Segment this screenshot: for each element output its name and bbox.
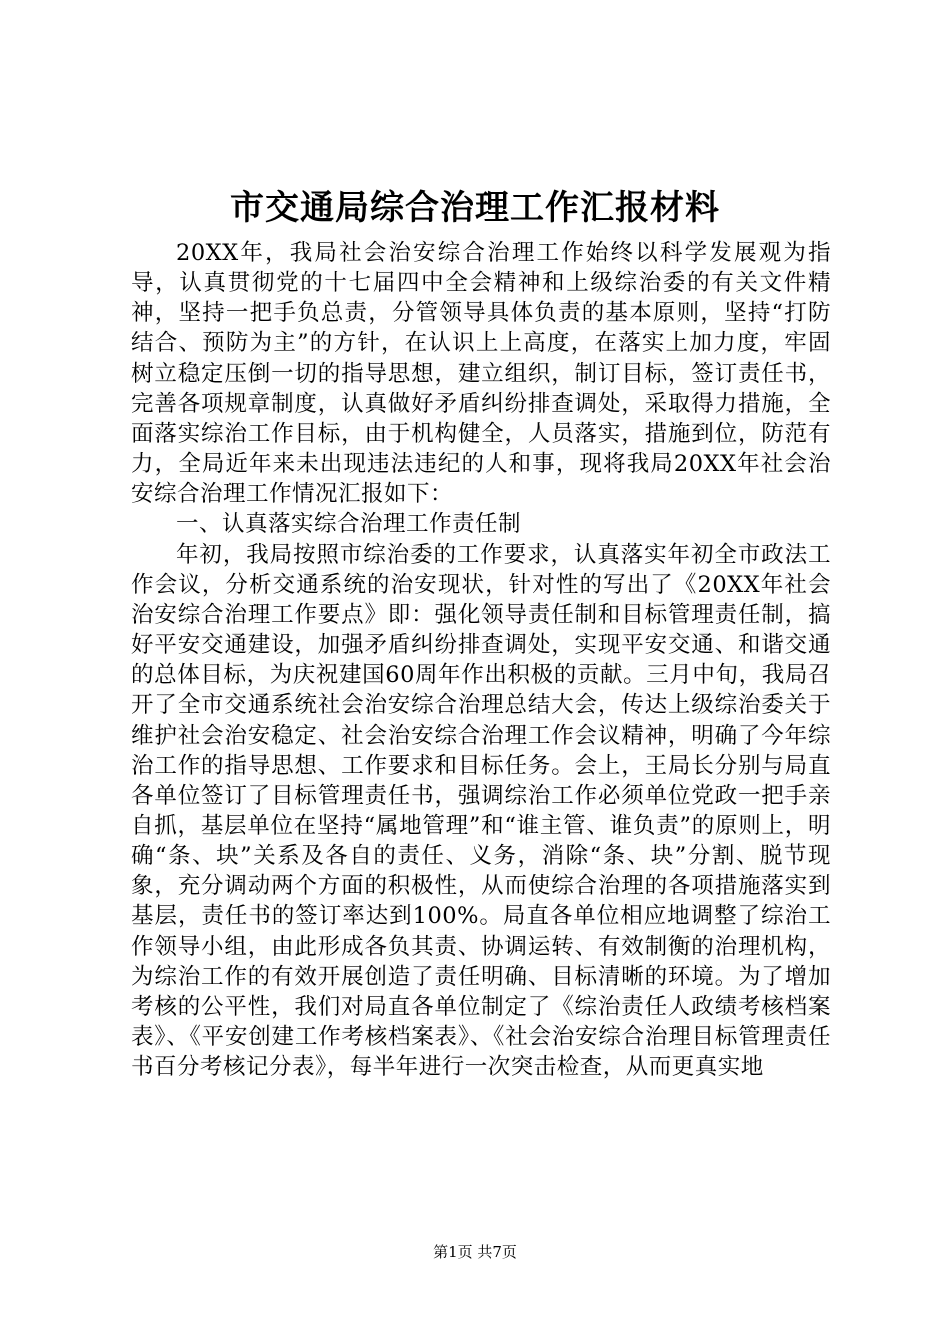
intro-paragraph: 20XX年，我局社会治安综合治理工作始终以科学发展观为指导，认真贯彻党的十七届四中全会精神和上级综治委的有关文件精神，坚持一把手负总责，分管领导具体负责的基本原则，坚持“打防结合、预防为主”的方针，在认识上上高度，在落实上加力度，牢固树立稳定压倒一切的指导思想，建立组织，制订目标，签订责任书，完善各项规章制度，认真做好矛盾纠纷排查调处，采取得力措施，全面落实综治工作目标，由于机构健全，人员落实，措施到位，防范有力，全局近年来未出现违法违纪的人和事，现将我局20XX年社会治安综合治理工作情况汇报如下： <box>131 240 831 508</box>
section-heading: 一、认真落实综合治理工作责任制 <box>176 511 522 538</box>
section-paragraph: 年初，我局按照市综治委的工作要求，认真落实年初全市政法工作会议，分析交通系统的治安现状，针对性的写出了《20XX年社会治安综合治理工作要点》即：强化领导责任制和目标管理责任制，搞好平安交通建设，加强矛盾纠纷排查调处，实现平安交通、和谐交通的总体目标，为庆祝建国60周年作出积极的贡献。三月中旬，我局召开了全市交通系统社会治安综合治理总结大会，传达上级综治委关于维护社会治安稳定、社会治安综合治理工作会议精神，明确了今年综治工作的指导思想、工作要求和目标任务。会上，王局长分别与局直各单位签订了目标管理责任书，强调综治工作必须单位党政一把手亲自抓，基层单位在坚持“属地管理”和“谁主管、谁负责”的原则上，明确“条、块”关系及各自的责任、义务，消除“条、块”分割、脱节现象，充分调动两个方面的积极性，从而使综合治理的各项措施落实到基层，责任书的签订率达到100%。局直各单位相应地调整了综治工作领导小组，由此形成各负其责、协调运转、有效制衡的治理机构，为综治工作的有效开展创造了责任明确、目标清晰的环境。为了增加考核的公平性，我们对局直各单位制定了《综治责任人政绩考核档案表》、《平安创建工作考核档案表》、《社会治安综合治理目标管理责任书百分考核记分表》，每半年进行一次突击检查，从而更真实地 <box>131 541 831 1081</box>
document-body <box>131 238 831 1082</box>
document-title: 市交通局综合治理工作汇报材料 <box>230 188 720 228</box>
page-number: 第1页 共7页 <box>433 1243 517 1261</box>
